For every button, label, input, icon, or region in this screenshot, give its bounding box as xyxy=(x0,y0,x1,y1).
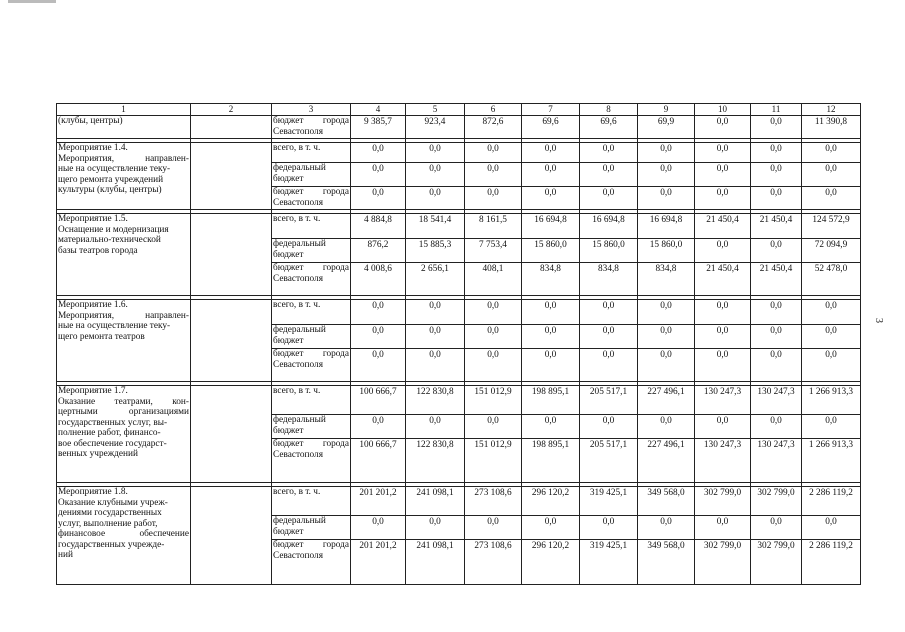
source-line: бюджет города xyxy=(273,187,349,197)
value-col-5: 241 098,1 xyxy=(406,487,465,516)
value-col-12: 1 266 913,3 xyxy=(802,439,861,483)
value-col-8: 205 517,1 xyxy=(580,439,638,483)
measure-name-line: дениями государственных xyxy=(58,508,162,518)
value-col-8: 0,0 xyxy=(580,516,638,540)
source-line: бюджет xyxy=(273,335,304,346)
value-col-5: 0,0 xyxy=(406,300,465,325)
column-header-7: 7 xyxy=(522,104,580,116)
value-col-5: 0,0 xyxy=(406,187,465,210)
executor-cell xyxy=(191,116,272,139)
value-col-8: 69,6 xyxy=(580,116,638,139)
column-header-9: 9 xyxy=(638,104,695,116)
measure-name-line: венных учреждений xyxy=(58,449,138,459)
source-line: федеральный xyxy=(273,325,326,335)
value-col-12: 0,0 xyxy=(802,516,861,540)
measure-name-line: вое обеспечение государст- xyxy=(58,438,167,449)
value-col-8: 0,0 xyxy=(580,187,638,210)
measure-name-line: ные на осуществление теку- xyxy=(58,164,171,174)
value-col-8: 0,0 xyxy=(580,300,638,325)
source-line: федеральный xyxy=(273,415,326,425)
measure-name-line: ний xyxy=(58,550,73,560)
value-col-12: 0,0 xyxy=(802,415,861,439)
measure-name-line: полнение работ, финансо- xyxy=(58,428,161,438)
measure-name-line: Мероприятия, направлен- xyxy=(58,310,189,321)
source-federal xyxy=(272,415,351,439)
value-col-5: 0,0 xyxy=(406,143,465,163)
column-header-6: 6 xyxy=(465,104,522,116)
table-row xyxy=(57,386,861,415)
source-federal xyxy=(272,516,351,540)
value-col-8: 205 517,1 xyxy=(580,386,638,415)
value-col-10: 302 799,0 xyxy=(695,487,751,516)
value-col-11: 0,0 xyxy=(751,163,802,187)
value-col-7: 0,0 xyxy=(522,325,580,349)
value-col-5: 0,0 xyxy=(406,349,465,382)
source-city xyxy=(272,349,351,382)
value-col-9: 16 694,8 xyxy=(638,214,695,239)
source-line: федеральный xyxy=(273,239,326,249)
value-col-10: 0,0 xyxy=(695,300,751,325)
column-header-11: 11 xyxy=(751,104,802,116)
source-line: бюджет xyxy=(273,526,304,537)
value-col-12: 124 572,9 xyxy=(802,214,861,239)
value-col-6: 273 108,6 xyxy=(465,540,522,585)
value-col-8: 16 694,8 xyxy=(580,214,638,239)
value-col-11: 0,0 xyxy=(751,349,802,382)
value-col-7: 0,0 xyxy=(522,187,580,210)
value-col-4: 0,0 xyxy=(351,187,406,210)
measure-name-line: культуры (клубы, центры) xyxy=(58,185,162,195)
value-col-4: 9 385,7 xyxy=(351,116,406,139)
value-col-12: 2 286 119,2 xyxy=(802,487,861,516)
source-line: Севастополя xyxy=(273,449,323,460)
value-col-7: 198 895,1 xyxy=(522,386,580,415)
value-col-6: 0,0 xyxy=(465,325,522,349)
value-col-7: 69,6 xyxy=(522,116,580,139)
value-col-10: 130 247,3 xyxy=(695,439,751,483)
source-federal xyxy=(272,325,351,349)
source-total: всего, в т. ч. xyxy=(272,487,351,516)
value-col-4: 201 201,2 xyxy=(351,540,406,585)
value-col-10: 0,0 xyxy=(695,187,751,210)
measure-name-line: государственных услуг, вы- xyxy=(58,417,168,428)
measure-name-line: Мероприятие 1.6. xyxy=(58,300,128,310)
value-col-8: 319 425,1 xyxy=(580,540,638,585)
value-col-4: 0,0 xyxy=(351,349,406,382)
source-line: Севастополя xyxy=(273,550,323,561)
value-col-11: 21 450,4 xyxy=(751,214,802,239)
table-row xyxy=(57,143,861,163)
value-col-12: 0,0 xyxy=(802,325,861,349)
value-col-10: 21 450,4 xyxy=(695,214,751,239)
value-col-4: 0,0 xyxy=(351,415,406,439)
value-col-6: 151 012,9 xyxy=(465,386,522,415)
value-col-6: 0,0 xyxy=(465,300,522,325)
header-row xyxy=(57,104,861,116)
measure-name-line: Мероприятие 1.8. xyxy=(58,487,128,497)
measure-name-line: Оказание клубными учреж- xyxy=(58,497,168,508)
value-col-11: 0,0 xyxy=(751,239,802,263)
value-col-9: 0,0 xyxy=(638,187,695,210)
value-col-9: 0,0 xyxy=(638,349,695,382)
value-col-11: 130 247,3 xyxy=(751,386,802,415)
value-col-8: 0,0 xyxy=(580,325,638,349)
measure-name-line: цертными организациями xyxy=(58,407,189,417)
value-col-10: 0,0 xyxy=(695,349,751,382)
executor-cell xyxy=(191,143,272,210)
source-city xyxy=(272,439,351,483)
value-col-11: 0,0 xyxy=(751,143,802,163)
measure-name: (клубы, центры) xyxy=(57,116,191,139)
table-row xyxy=(57,214,861,239)
value-col-5: 0,0 xyxy=(406,325,465,349)
source-line: бюджет xyxy=(273,249,304,260)
value-col-4: 0,0 xyxy=(351,516,406,540)
measure-name-line: Мероприятия, направлен- xyxy=(58,153,189,164)
value-col-5: 2 656,1 xyxy=(406,263,465,296)
value-col-5: 122 830,8 xyxy=(406,439,465,483)
value-col-7: 15 860,0 xyxy=(522,239,580,263)
value-col-9: 0,0 xyxy=(638,325,695,349)
value-col-5: 0,0 xyxy=(406,163,465,187)
value-col-9: 0,0 xyxy=(638,163,695,187)
value-col-6: 273 108,6 xyxy=(465,487,522,516)
value-col-6: 0,0 xyxy=(465,349,522,382)
value-col-5: 0,0 xyxy=(406,516,465,540)
value-col-8: 0,0 xyxy=(580,415,638,439)
measure-name-line: услуг, выполнение работ, xyxy=(58,518,158,529)
value-col-6: 0,0 xyxy=(465,516,522,540)
value-col-9: 227 496,1 xyxy=(638,439,695,483)
value-col-4: 0,0 xyxy=(351,143,406,163)
value-col-10: 0,0 xyxy=(695,143,751,163)
value-col-11: 0,0 xyxy=(751,325,802,349)
column-header-10: 10 xyxy=(695,104,751,116)
value-col-4: 0,0 xyxy=(351,163,406,187)
value-col-10: 0,0 xyxy=(695,116,751,139)
value-col-7: 834,8 xyxy=(522,263,580,296)
measure-name-line: Мероприятие 1.5. xyxy=(58,214,128,224)
value-col-10: 0,0 xyxy=(695,163,751,187)
measure-name xyxy=(57,487,191,585)
value-col-9: 69,9 xyxy=(638,116,695,139)
source-city xyxy=(272,116,351,139)
source-line: бюджет города xyxy=(273,349,349,359)
value-col-4: 4 008,6 xyxy=(351,263,406,296)
column-header-4: 4 xyxy=(351,104,406,116)
value-col-4: 0,0 xyxy=(351,300,406,325)
value-col-9: 349 568,0 xyxy=(638,487,695,516)
value-col-11: 130 247,3 xyxy=(751,439,802,483)
executor-cell xyxy=(191,214,272,296)
value-col-5: 241 098,1 xyxy=(406,540,465,585)
source-total: всего, в т. ч. xyxy=(272,300,351,325)
measure-name-line: Оснащение и модернизация xyxy=(58,224,169,235)
value-col-11: 0,0 xyxy=(751,187,802,210)
column-header-12: 12 xyxy=(802,104,861,116)
source-line: Севастополя xyxy=(273,359,323,370)
source-line: бюджет города xyxy=(273,116,349,126)
value-col-11: 0,0 xyxy=(751,415,802,439)
table-row-continuation xyxy=(57,116,861,139)
value-col-8: 0,0 xyxy=(580,163,638,187)
page-number: 3 xyxy=(873,318,884,323)
value-col-5: 923,4 xyxy=(406,116,465,139)
value-col-10: 0,0 xyxy=(695,415,751,439)
measure-name-line: финансовое обеспечение xyxy=(58,529,189,539)
column-header-8: 8 xyxy=(580,104,638,116)
value-col-10: 302 799,0 xyxy=(695,540,751,585)
source-line: бюджет города xyxy=(273,263,349,273)
column-header-5: 5 xyxy=(406,104,465,116)
executor-cell xyxy=(191,300,272,382)
value-col-9: 0,0 xyxy=(638,415,695,439)
value-col-4: 201 201,2 xyxy=(351,487,406,516)
value-col-12: 0,0 xyxy=(802,349,861,382)
source-line: федеральный xyxy=(273,516,326,526)
value-col-10: 0,0 xyxy=(695,325,751,349)
value-col-12: 52 478,0 xyxy=(802,263,861,296)
measure-name-line: щего ремонта учреждений xyxy=(58,174,164,185)
value-col-6: 872,6 xyxy=(465,116,522,139)
source-federal xyxy=(272,239,351,263)
value-col-5: 122 830,8 xyxy=(406,386,465,415)
value-col-5: 15 885,3 xyxy=(406,239,465,263)
value-col-12: 0,0 xyxy=(802,187,861,210)
value-col-6: 7 753,4 xyxy=(465,239,522,263)
measure-name-line: материально-технической xyxy=(58,235,161,245)
value-col-7: 0,0 xyxy=(522,516,580,540)
value-col-7: 16 694,8 xyxy=(522,214,580,239)
value-col-8: 15 860,0 xyxy=(580,239,638,263)
value-col-12: 72 094,9 xyxy=(802,239,861,263)
measure-name xyxy=(57,386,191,483)
value-col-5: 0,0 xyxy=(406,415,465,439)
value-col-9: 0,0 xyxy=(638,516,695,540)
value-col-6: 0,0 xyxy=(465,163,522,187)
source-total: всего, в т. ч. xyxy=(272,214,351,239)
value-col-11: 302 799,0 xyxy=(751,487,802,516)
value-col-11: 302 799,0 xyxy=(751,540,802,585)
value-col-12: 0,0 xyxy=(802,163,861,187)
value-col-7: 198 895,1 xyxy=(522,439,580,483)
column-header-2: 2 xyxy=(191,104,272,116)
source-city xyxy=(272,540,351,585)
value-col-11: 0,0 xyxy=(751,116,802,139)
table-body xyxy=(57,116,861,585)
value-col-6: 8 161,5 xyxy=(465,214,522,239)
source-total: всего, в т. ч. xyxy=(272,143,351,163)
value-col-7: 0,0 xyxy=(522,163,580,187)
measure-name-line: Мероприятие 1.7. xyxy=(58,386,128,396)
measure-name-line: Мероприятие 1.4. xyxy=(58,143,128,153)
value-col-6: 151 012,9 xyxy=(465,439,522,483)
table-row xyxy=(57,300,861,325)
source-city xyxy=(272,187,351,210)
executor-cell xyxy=(191,487,272,585)
value-col-12: 11 390,8 xyxy=(802,116,861,139)
value-col-11: 21 450,4 xyxy=(751,263,802,296)
measure-name xyxy=(57,214,191,296)
value-col-12: 1 266 913,3 xyxy=(802,386,861,415)
value-col-12: 0,0 xyxy=(802,143,861,163)
source-line: Севастополя xyxy=(273,126,323,137)
source-line: бюджет xyxy=(273,173,304,184)
value-col-4: 876,2 xyxy=(351,239,406,263)
measure-name-line: ные на осуществление теку- xyxy=(58,321,171,331)
value-col-9: 349 568,0 xyxy=(638,540,695,585)
source-line: бюджет xyxy=(273,425,304,436)
measure-name-line: щего ремонта театров xyxy=(58,331,145,342)
value-col-4: 100 666,7 xyxy=(351,439,406,483)
measure-name-line: базы театров города xyxy=(58,245,138,256)
value-col-7: 0,0 xyxy=(522,143,580,163)
value-col-7: 296 120,2 xyxy=(522,487,580,516)
measure-name-line: Оказание театрами, кон- xyxy=(58,396,189,407)
column-header-1: 1 xyxy=(57,104,191,116)
value-col-4: 100 666,7 xyxy=(351,386,406,415)
value-col-7: 0,0 xyxy=(522,349,580,382)
value-col-4: 0,0 xyxy=(351,325,406,349)
source-line: федеральный xyxy=(273,163,326,173)
value-col-7: 0,0 xyxy=(522,300,580,325)
value-col-9: 834,8 xyxy=(638,263,695,296)
column-header-3: 3 xyxy=(272,104,351,116)
measure-name-line: государственных учрежде- xyxy=(58,539,165,550)
measure-name xyxy=(57,143,191,210)
source-federal xyxy=(272,163,351,187)
scan-mark xyxy=(8,0,56,3)
measure-name xyxy=(57,300,191,382)
value-col-10: 21 450,4 xyxy=(695,263,751,296)
table-row xyxy=(57,487,861,516)
value-col-9: 0,0 xyxy=(638,300,695,325)
value-col-6: 0,0 xyxy=(465,187,522,210)
source-city xyxy=(272,263,351,296)
value-col-12: 0,0 xyxy=(802,300,861,325)
value-col-4: 4 884,8 xyxy=(351,214,406,239)
value-col-10: 130 247,3 xyxy=(695,386,751,415)
source-line: Севастополя xyxy=(273,273,323,284)
value-col-7: 296 120,2 xyxy=(522,540,580,585)
value-col-12: 2 286 119,2 xyxy=(802,540,861,585)
value-col-11: 0,0 xyxy=(751,300,802,325)
value-col-11: 0,0 xyxy=(751,516,802,540)
value-col-6: 0,0 xyxy=(465,143,522,163)
value-col-6: 408,1 xyxy=(465,263,522,296)
value-col-5: 18 541,4 xyxy=(406,214,465,239)
value-col-8: 0,0 xyxy=(580,143,638,163)
value-col-9: 227 496,1 xyxy=(638,386,695,415)
value-col-9: 15 860,0 xyxy=(638,239,695,263)
value-col-10: 0,0 xyxy=(695,516,751,540)
value-col-8: 319 425,1 xyxy=(580,487,638,516)
value-col-9: 0,0 xyxy=(638,143,695,163)
table-header xyxy=(57,104,861,116)
source-line: бюджет города xyxy=(273,540,349,550)
program-financing-table xyxy=(56,103,861,585)
value-col-8: 834,8 xyxy=(580,263,638,296)
value-col-6: 0,0 xyxy=(465,415,522,439)
source-line: Севастополя xyxy=(273,197,323,208)
source-total: всего, в т. ч. xyxy=(272,386,351,415)
executor-cell xyxy=(191,386,272,483)
value-col-8: 0,0 xyxy=(580,349,638,382)
value-col-10: 0,0 xyxy=(695,239,751,263)
value-col-7: 0,0 xyxy=(522,415,580,439)
source-line: бюджет города xyxy=(273,439,349,449)
